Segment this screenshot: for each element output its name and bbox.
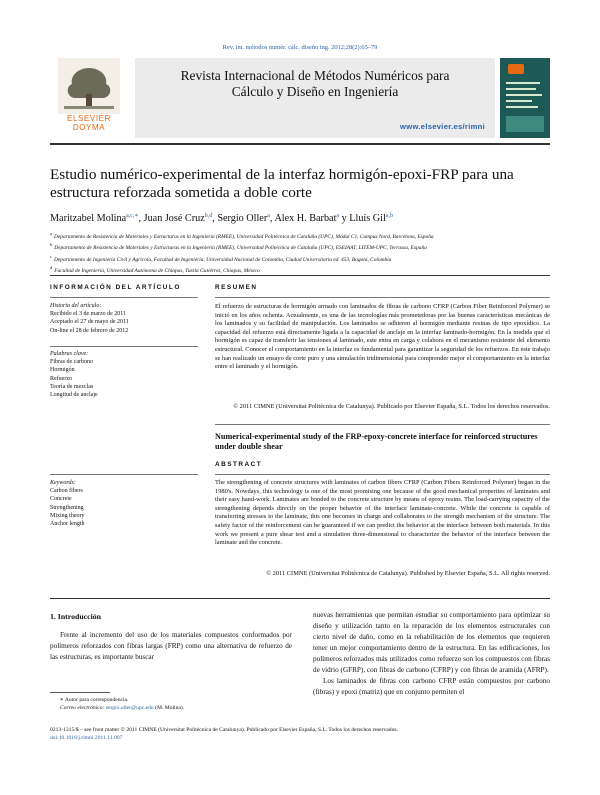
author-marks[interactable]: a,b [385,213,393,219]
body-paragraph: Los laminados de fibras con carbono CFRP están compuestos por carbono (fibras) y epoxi (matriz) que en conjunto permiten el [313,677,550,696]
publisher-logo [50,58,128,142]
author-marks[interactable]: a,c,∗ [126,213,139,219]
keyword-item: Carbon fibers [50,488,83,495]
issn-line: 0213-1315/$ – see front matter © 2011 CIMNE (Universitat Politècnica de Catalunya). Publicado por Elsevier España, S.L. Todos los derechos reservados. [50,727,398,733]
author-name[interactable]: Sergio Oller [217,213,268,224]
resumen-copyright: © 2011 CIMNE (Universitat Politècnica de Catalunya). Publicado por Elsevier España, S.L. Todos los derechos reservados. [233,403,550,410]
keywords-en [50,479,198,528]
keyword-item: Mixing theory [50,512,85,519]
author-name[interactable]: Alex H. Barbat [274,213,337,224]
history-item: Aceptado el 27 de mayo de 2011 [50,319,129,326]
article-history [50,302,198,335]
publisher-name: ELSEVIER DOYMA [67,114,111,132]
keyword-item: Concrete [50,496,72,503]
header-rule [50,143,550,145]
author-marks[interactable]: a [336,213,340,219]
footnote: ∗ Autor para correspondencia. Correo electrónico: sergio.oller@upc.edu (M. Molina). [60,696,300,712]
body-right-column [313,610,550,698]
journal-cover [500,58,550,138]
email-link[interactable]: sergio.oller@upc.edu [105,705,154,711]
cover-text-line [506,94,542,96]
email-label: Correo electrónico: [60,705,106,711]
cover-text-line [506,88,536,90]
keywords-es-label: Palabras clave: [50,351,89,357]
body-paragraph: nuevas herramientas que permitan estudiar su comportamiento para optimizar su diseño y utilización tanto en la reparación de los elementos estructurales con cierto nivel de daño, como en la rehabilitación de los elementos que requieren tener un mejor comportamiento dentro de la estructura. En las edificaciones, los polímeros reforzados más utilizados como refuerzo son los compuestos con fibras de vidrio (GFRP), con fibras de carbono (CFRP) y con fibras de aramida (AFRP). [313,611,550,674]
journal-header [135,58,495,138]
body-paragraph: Frente al incremento del uso de los materiales compuestos conformados por polímeros reforzados con fibras largas (FRP) como una alternativa de refuerzo de las estructuras, es importante buscar [50,631,292,661]
doi-link[interactable]: doi:10.1016/j.rimni.2011.11.007 [50,735,123,741]
abstract-rule [215,474,550,475]
resumen-rule [215,424,550,425]
cover-logo-icon [508,64,524,74]
author-name[interactable]: Juan José Cruz [143,213,205,224]
journal-title-line1: Revista Internacional de Métodos Numéricos para [180,68,450,83]
abstract-text: The strengthening of concrete structures with laminates of carbon fibers CFRP (Carbon Fibers Reinforced Polymer) began in the 1980's. Nowdays, this technology is one of the most promising one because of the good mechanical properties of laminates and their easy hand-work. Laminates are bonded to the concrete structure by means of epoxy resins. The load-carrying capacity of the strengthening depends directly on the proper behavior of the interface laminate-concrete. While the concrete is capable of transferring stresses to the laminate, this one becomes in charge and collaborates to the strength mechanism of the structure. The safety factor of the reinforcement can be guaranteed if we can predict the behavior at the interface between both materials. In this work we present a pure shear test and a simulation three-dimensional to characterize the behavior of the interface between the laminate and the concrete. [215,479,550,547]
author-list: Maritzabel Molina$^{a,c,∗}$, Juan José Cruz$^{b,d}$, Sergio Oller$^a$, Alex H. Barbat$^a$ y Lluís Gil$^{a,b}$ [50,213,393,224]
keywords-en-label: Keywords: [50,480,76,486]
affiliation-item: $^b$Departamento de Resistencia de Materiales y Estructuras en la Ingeniería (RMEE), Universidad Politécnica de Cataluña (UPC), ESEIAAT, LITEM-UPC, Terrassa, España [50,242,427,252]
resumen-heading: RESUMEN [215,284,258,291]
history-item: Recibido el 3 de marzo de 2011 [50,311,127,318]
keywords-es [50,350,198,399]
keyword-item: Strengthening [50,504,84,511]
keyword-item: Longitud de anclaje [50,392,98,399]
footnote-rule [50,692,110,693]
keyword-item: Refuerzo [50,375,72,382]
affiliation-item: $^d$Facultad de Ingeniería, Universidad Autónoma de Chiapas, Tuxtla Gutiérrez, Chiapas, México [50,265,260,274]
affiliations [50,230,550,276]
cover-text-line [506,100,532,102]
info-rule [50,474,198,475]
affiliation-item: $^a$Departamento de Resistencia de Materiales y Estructuras en la Ingeniería (RMEE), Universidad Politécnica de Cataluña (UPC), Módul C1, Campus Nord, Barcelona, España [50,231,434,240]
keyword-item: Anchor length [50,521,85,528]
keyword-item: Hormigón [50,367,75,374]
journal-title-line2: Cálculo y Diseño en Ingeniería [231,84,399,99]
keyword-item: Fibras de carbono [50,359,93,366]
english-title: Numerical-experimental study of the FRP-epoxy-concrete interface for reinforced structures under double shear [215,432,538,452]
abstract-copyright: © 2011 CIMNE (Universitat Politècnica de Catalunya). Published by Elsevier España, S.L. All rights reserved. [266,570,550,577]
resumen-text: El refuerzo de estructuras de hormigón armado con laminados de fibras de carbono CFRP (Carbon Fiber Reinforced Polymer) se inició en los años ochenta. Actualmente, es una de las tecnologías más prometedoras por las buenas características mecánicas de los laminados y su facilidad de manipulación. Los laminados se adhieren al hormigón mediante resinas de tipo epoxídico. La capacidad del refuerzo está directamente ligada a la capacidad de anclaje en la interfaz laminado-hormigón. En la medida que el hormigón es capaz de transferir las tensiones al laminado, este entra en carga y colabora en el mecanismo resistente del elemento estructural. Conocer el comportamiento en la interfaz es fundamental para garantizar la seguridad de los refuerzos. En este trabajo se han realizado un ensayo de corte puro y una simulación tridimensional para comprender mejor el comportamiento en la interfaz entre el laminado y el hormigón. [215,303,550,371]
history-item: On-line el 28 de febrero de 2012 [50,327,129,334]
cover-text-line [506,82,540,84]
journal-citation[interactable]: Rev. int. métodos numér. cálc. diseño ing. 2012;28(2):65–79 [222,44,378,51]
journal-url-link[interactable]: www.elsevier.es/rimni [400,122,485,131]
affiliation-item: $^c$Departamento de Ingeniería Civil y Agrícola, Facultad de Ingeniería, Universidad Nacional de Colombia, Ciudad Universitaria ed. 453, Bogotá, Colombia [50,253,392,263]
abstract-heading: ABSTRACT [215,461,263,468]
elsevier-tree-icon [58,58,120,114]
keyword-item: Teoría de mezclas [50,383,94,390]
cover-image [506,116,544,132]
cover-text-line [506,106,538,108]
author-name[interactable]: Lluís Gil [349,213,386,224]
info-rule [50,346,198,347]
journal-title [135,68,495,100]
article-title: Estudio numérico-experimental de la interfaz hormigón-epoxi-FRP para una estructura reforzada sometida a doble corte [50,166,514,201]
section-rule [50,598,550,599]
article-info-heading: INFORMACIÓN DEL ARTÍCULO [50,284,181,291]
author-marks[interactable]: a [267,213,270,219]
footnote-author: ∗ Autor para correspondencia. [60,697,129,703]
author-name[interactable]: Maritzabel Molina [50,213,127,224]
section-rule [50,275,550,276]
section-heading-introduccion: 1. Introducción [50,612,101,621]
info-rule [50,297,198,298]
history-label: Historia del artículo: [50,303,102,309]
author-marks[interactable]: b,d [204,213,213,219]
resumen-rule [215,297,550,298]
